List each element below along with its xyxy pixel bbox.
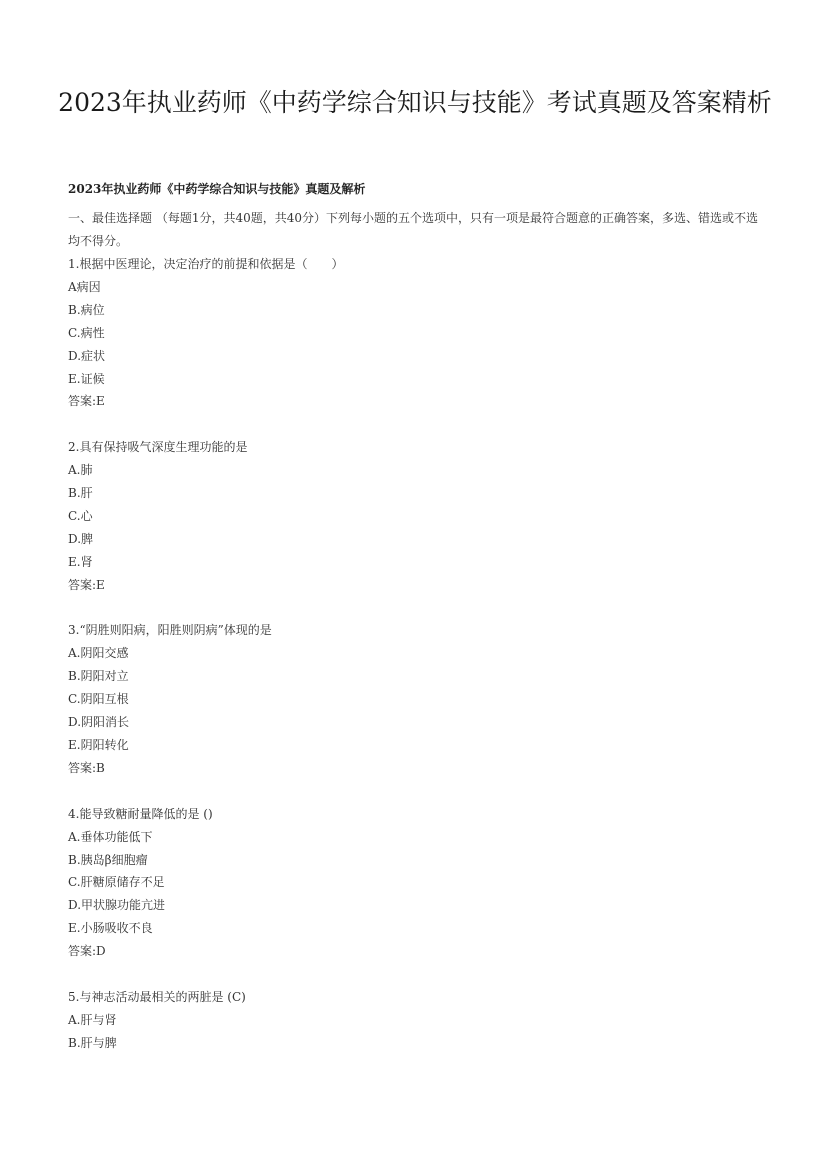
answer-option: D.甲状腺功能亢进 [68, 898, 166, 913]
answer-option: D.症状 [68, 348, 106, 363]
question-stem: 2.具有保持吸气深度生理功能的是 [68, 440, 248, 455]
answer-key: 答案:D [68, 944, 106, 959]
question-block [68, 619, 758, 779]
question-block [68, 986, 758, 1055]
question-stem: 3.“阴胜则阳病，阳胜则阴病”体现的是 [68, 623, 272, 638]
answer-option: B.肝与脾 [68, 1035, 117, 1050]
answer-option: A.阴阳交感 [68, 646, 129, 661]
answer-option: A.垂体功能低下 [68, 829, 153, 844]
answer-option: D.脾 [68, 531, 94, 546]
answer-option: E.肾 [68, 554, 93, 569]
answer-key: 答案:E [68, 577, 105, 592]
question-block [68, 436, 758, 596]
answer-option: A病因 [68, 279, 101, 294]
answer-option: E.阴阳转化 [68, 738, 129, 752]
section-intro: 一、最佳选择题 （每题1分，共40题，共40分）下列每小题的五个选项中，只有一项是最符合题意的正确答案，多选、错选或不选均不得分。 [68, 211, 758, 248]
answer-option: A.肺 [68, 463, 93, 478]
answer-option: B.肝 [68, 486, 93, 501]
answer-option: E.小肠吸收不良 [68, 921, 153, 936]
answer-option: A.肝与肾 [68, 1012, 117, 1027]
answer-option: C.肝糖原储存不足 [68, 875, 165, 890]
answer-option: C.阴阳互根 [68, 692, 129, 707]
question-stem: 1.根据中医理论，决定治疗的前提和依据是（ ） [68, 257, 344, 271]
question-block [68, 253, 758, 413]
answer-option: C.病性 [68, 325, 105, 340]
answer-option: E.证候 [68, 371, 105, 386]
question-stem: 4.能导致糖耐量降低的是 () [68, 806, 213, 821]
question-block [68, 803, 758, 963]
section-subtitle: 2023年执业药师《中药学综合知识与技能》真题及解析 [68, 182, 366, 196]
answer-key: 答案:E [68, 394, 105, 409]
question-stem: 5.与神志活动最相关的两脏是 (C) [68, 989, 246, 1004]
answer-option: D.阴阳消长 [68, 715, 130, 730]
answer-option: C.心 [68, 508, 93, 523]
answer-key: 答案:B [68, 760, 105, 775]
document-body [68, 178, 758, 1078]
answer-option: B.病位 [68, 302, 105, 317]
page-title: 2023年执业药师《中药学综合知识与技能》考试真题及答案精析 [58, 88, 772, 117]
question-list [68, 253, 758, 1055]
answer-option: B.胰岛β细胞瘤 [68, 852, 148, 867]
answer-option: B.阴阳对立 [68, 669, 129, 684]
